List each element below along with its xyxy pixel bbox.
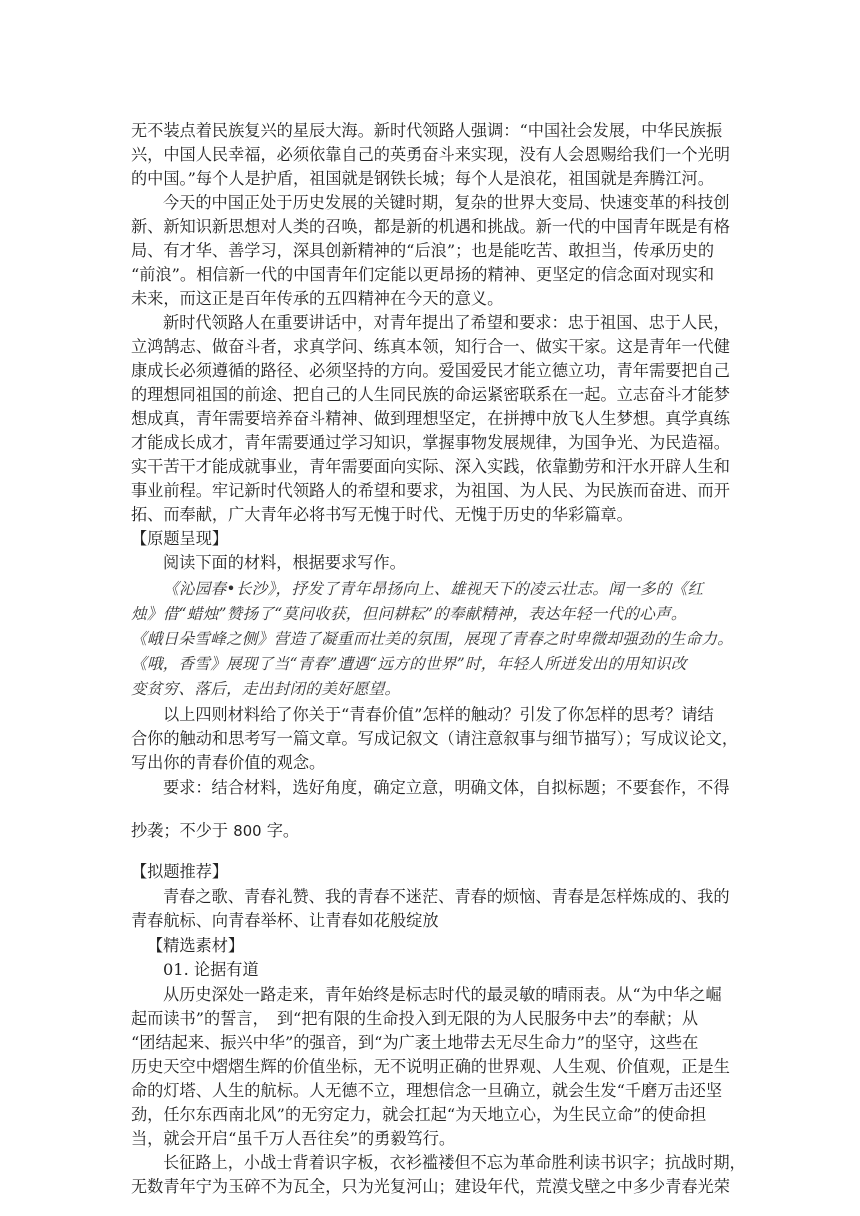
text-line: “团结起来、振兴中华”的强音，到“为广袤土地带去无尽生命力”的坚守，这些在 xyxy=(131,1033,699,1052)
question-line: 合你的触动和思考写一篇文章。写成记叙文（请注意叙事与细节描写）；写成议论文， xyxy=(131,729,739,748)
prompt-intro: 阅读下面的材料，根据要求写作。 xyxy=(163,553,406,572)
title-line: 青春之歌、青春礼赞、我的青春不迷茫、青春的烦恼、青春是怎样炼成的、我的 xyxy=(163,887,730,906)
question-line: 以上四则材料给了你关于“青春价值”怎样的触动？引发了你怎样的思考？请结 xyxy=(163,705,714,724)
material-line: 烛》借“蜡烛”赞扬了“莫问收获，但问耕耘”的奉献精神，表达年轻一代的心声。 xyxy=(131,605,687,623)
text-line: 的中国。”每个人是护盾，祖国就是钢铁长城；每个人是浪花，祖国就是奔腾江河。 xyxy=(131,169,714,188)
section-heading-original: 【原题呈现】 xyxy=(131,529,229,548)
material-line: 《沁园春•长沙》，抒发了青年昂扬向上、雄视天下的凌云壮志。闻一多的《红 xyxy=(163,580,704,598)
item-heading: 01. 论据有道 xyxy=(163,960,259,979)
text-line: 实干苦干才能成就事业，青年需要面向实际、深入实践，依靠勤劳和汗水开辟人生和 xyxy=(131,457,730,476)
requirement-prefix: 抄袭；不少于 xyxy=(131,821,229,840)
text-line: 想成真，青年需要培养奋斗精神、做到理想坚定，在拼搏中放飞人生梦想。真学真练 xyxy=(131,409,730,428)
material-line: 《哦，香雪》展现了当“青春”遭遇“远方的世界”时，年轻人所迸发出的用知识改 xyxy=(131,655,687,673)
word-count: 800 xyxy=(233,823,262,840)
text-line: 起而读书”的誓言， 到“把有限的生命投入到无限的为人民服务中去”的奉献；从 xyxy=(131,1009,699,1028)
text-line: 未来，而这正是百年传承的五四精神在今天的意义。 xyxy=(131,289,504,308)
material-line: 变贫穷、落后，走出封闭的美好愿望。 xyxy=(131,680,401,698)
text-line: 今天的中国正处于历史发展的关键时期，复杂的世界大变局、快速变革的科技创 xyxy=(163,193,730,212)
text-line: 当，就会开启“虽千万人吾往矣”的勇毅笃行。 xyxy=(131,1129,456,1148)
text-line: 历史天空中熠熠生辉的价值坐标，无不说明正确的世界观、人生观、价值观，正是生 xyxy=(131,1057,730,1076)
text-line: 从历史深处一路走来，青年始终是标志时代的最灵敏的晴雨表。从“为中华之崛 xyxy=(163,985,722,1004)
requirement-line-2 xyxy=(131,819,299,844)
text-line: 新、新知识新思想对人类的召唤，都是新的机遇和挑战。新一代的中国青年既是有格 xyxy=(131,217,730,236)
requirement-line: 要求：结合材料，选好角度，确定立意，明确文体，自拟标题；不要套作，不得 xyxy=(163,778,730,797)
title-line: 青春航标、向青春举杯、让青春如花般绽放 xyxy=(131,911,439,930)
requirement-suffix: 字。 xyxy=(266,821,300,840)
text-line: 无数青年宁为玉碎不为瓦全，只为光复河山；建设年代，荒漠戈壁之中多少青春光荣 xyxy=(131,1177,730,1196)
material-line: 《峨日朵雪峰之侧》营造了凝重而壮美的氛围，展现了青春之时卑微却强劲的生命力。 xyxy=(131,630,734,648)
text-line: “前浪”。相信新一代的中国青年们定能以更昂扬的精神、更坚定的信念面对现实和 xyxy=(131,265,715,284)
question-line: 写出你的青春价值的观念。 xyxy=(131,753,326,772)
text-line: 长征路上，小战士背着识字板，衣衫褴褛但不忘为革命胜利读书识字；抗战时期， xyxy=(163,1153,746,1172)
text-line: 拓、而奉献，广大青年必将书写无愧于时代、无愧于历史的华彩篇章。 xyxy=(131,505,633,524)
text-line: 事业前程。牢记新时代领路人的希望和要求，为祖国、为人民、为民族而奋进、而开 xyxy=(131,481,730,500)
text-line: 的理想同祖国的前途、把自己的人生同民族的命运紧密联系在一起。立志奋斗才能梦 xyxy=(131,385,730,404)
text-line: 局、有才华、善学习，深具创新精神的“后浪”；也是能吃苦、敢担当，传承历史的 xyxy=(131,241,715,260)
text-line: 命的灯塔、人生的航标。人无德不立，理想信念一旦确立，就会生发“千磨万击还坚 xyxy=(131,1081,723,1100)
text-line: 无不装点着民族复兴的星辰大海。新时代领路人强调：“中国社会发展，中华民族振 xyxy=(131,121,723,140)
text-line: 兴，中国人民幸福，必须依靠自己的英勇奋斗来实现，没有人会恩赐给我们一个光明 xyxy=(131,145,730,164)
text-line: 才能成长成才，青年需要通过学习知识，掌握事物发展规律，为国争光、为民造福。 xyxy=(131,433,730,452)
section-heading-titles: 【拟题推荐】 xyxy=(131,862,229,881)
section-heading-materials: 【精选素材】 xyxy=(147,936,245,955)
text-line: 康成长必须遵循的路径、必须坚持的方向。爱国爱民才能立德立功，青年需要把自己 xyxy=(131,361,730,380)
text-line: 新时代领路人在重要讲话中，对青年提出了希望和要求：忠于祖国、忠于人民， xyxy=(163,313,730,332)
text-line: 劲，任尔东西南北风”的无穷定力，就会扛起“为天地立心，为生民立命”的使命担 xyxy=(131,1105,707,1124)
text-line: 立鸿鹄志、做奋斗者，求真学问、练真本领，知行合一、做实干家。这是青年一代健 xyxy=(131,337,730,356)
